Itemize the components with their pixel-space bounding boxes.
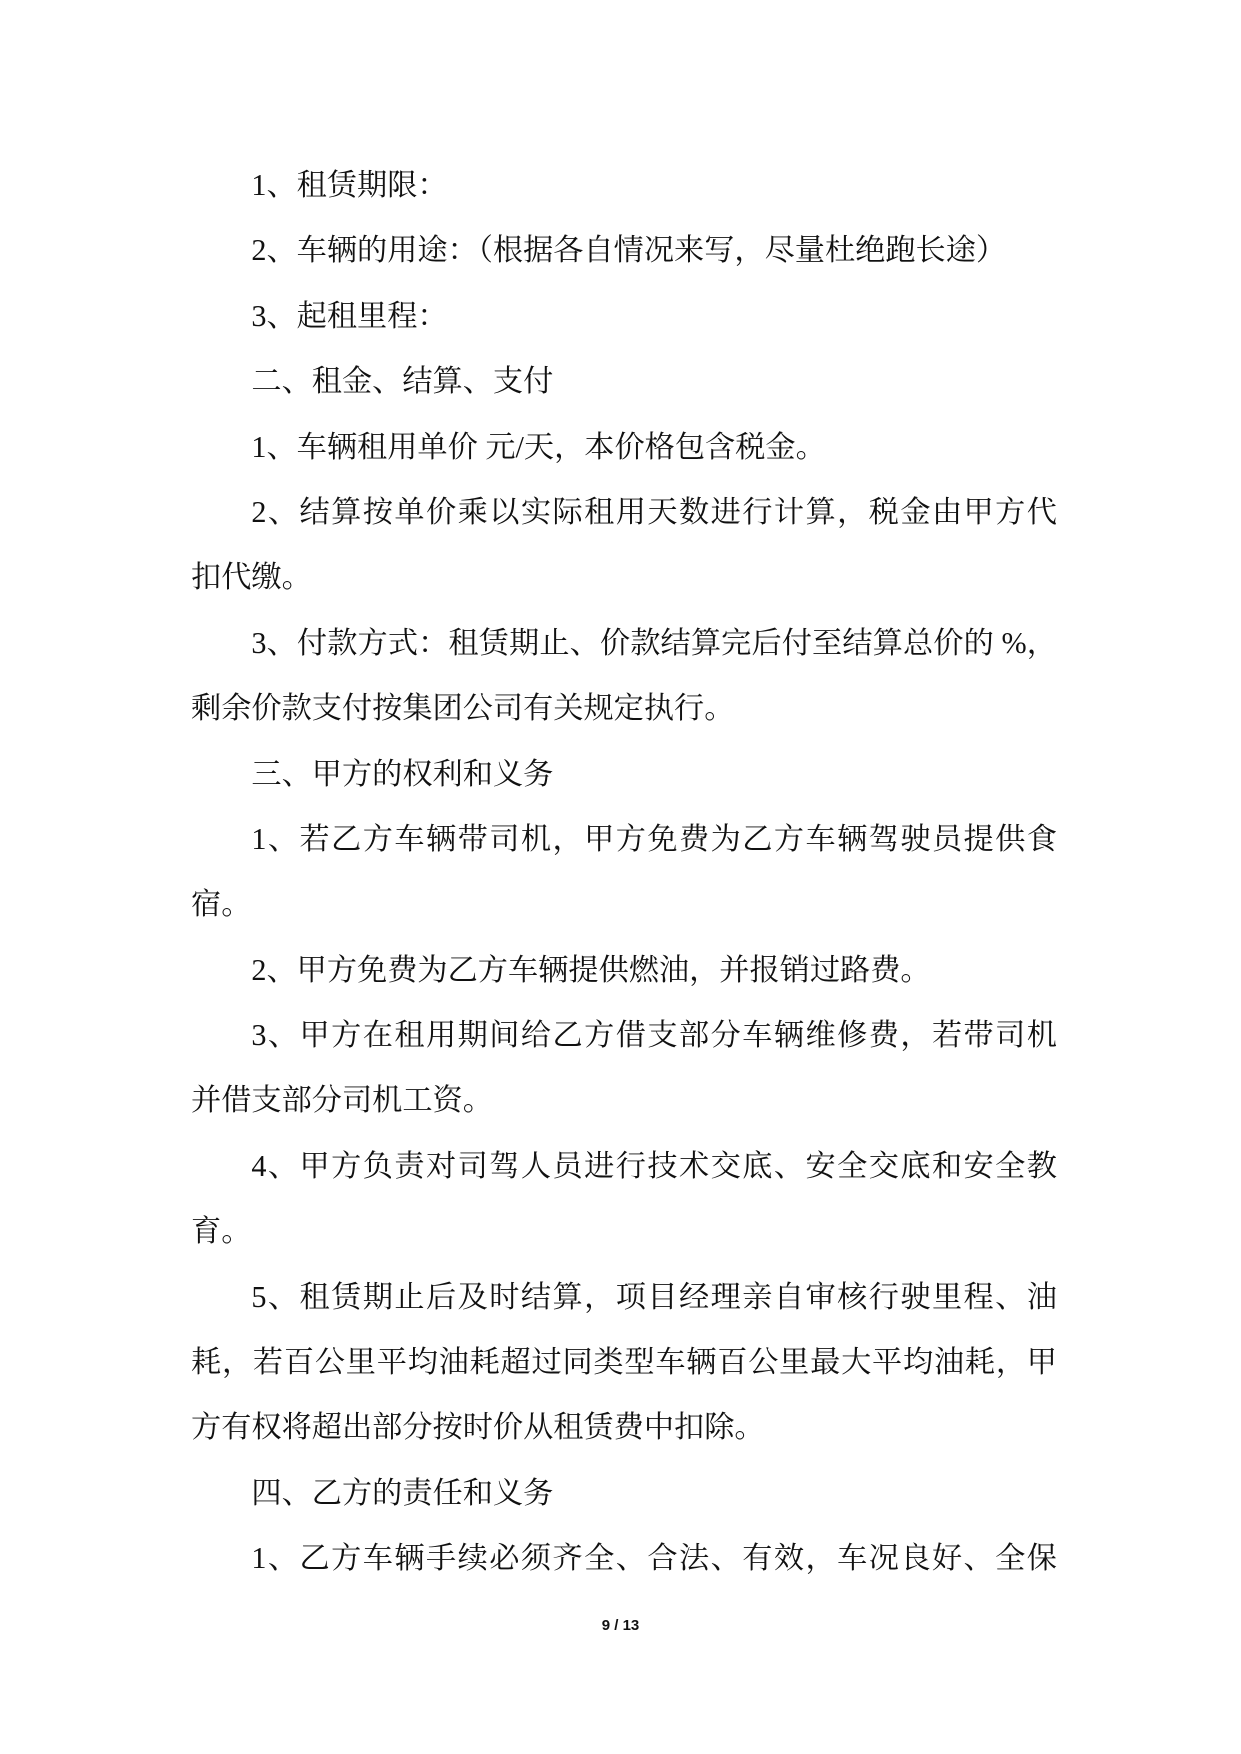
paragraph-line: 方有权将超出部分按时价从租赁费中扣除。 bbox=[191, 1410, 765, 1445]
clause-paragraph bbox=[191, 153, 1057, 218]
paragraph-line: 2、车辆的用途：（根据各自情况来写，尽量杜绝跑长途） bbox=[251, 233, 1007, 268]
paragraph-line: 3、起租里程： bbox=[251, 298, 448, 333]
section-heading-text: 三、甲方的权利和义务 bbox=[251, 756, 554, 791]
paragraph-line: 育。 bbox=[191, 1214, 252, 1249]
clause-paragraph bbox=[191, 480, 1057, 611]
clause-paragraph bbox=[191, 1265, 1057, 1461]
page-number: 9 / 13 bbox=[601, 1617, 640, 1634]
section-heading-text: 二、租金、结算、支付 bbox=[251, 364, 554, 399]
clause-paragraph bbox=[191, 415, 1057, 480]
paragraph-line: 并借支部分司机工资。 bbox=[191, 1083, 493, 1118]
paragraph-line: 5、租赁期止后及时结算，项目经理亲自审核行驶里程、油 bbox=[251, 1279, 1057, 1314]
clause-paragraph bbox=[191, 218, 1057, 283]
clause-paragraph bbox=[191, 611, 1057, 742]
clause-paragraph bbox=[191, 1134, 1057, 1265]
section-heading bbox=[191, 742, 1057, 807]
paragraph-line: 3、付款方式：租赁期止、价款结算完后付至结算总价的 %， bbox=[251, 625, 1057, 660]
paragraph-line: 4、甲方负责对司驾人员进行技术交底、安全交底和安全教 bbox=[251, 1148, 1057, 1183]
paragraph-line: 3、甲方在租用期间给乙方借支部分车辆维修费，若带司机 bbox=[251, 1018, 1057, 1053]
paragraph-line: 宿。 bbox=[191, 887, 252, 922]
clause-paragraph bbox=[191, 938, 1057, 1003]
paragraph-line: 1、车辆租用单价 元/天，本价格包含税金。 bbox=[251, 429, 826, 464]
section-heading bbox=[191, 1461, 1057, 1526]
paragraph-line: 1、乙方车辆手续必须齐全、合法、有效，车况良好、全保 bbox=[251, 1541, 1057, 1576]
section-heading-text: 四、乙方的责任和义务 bbox=[251, 1475, 554, 1510]
clause-paragraph bbox=[191, 284, 1057, 349]
paragraph-line: 耗，若百公里平均油耗超过同类型车辆百公里最大平均油耗，甲 bbox=[191, 1345, 1057, 1380]
paragraph-line: 1、租赁期限： bbox=[251, 168, 448, 202]
paragraph-line: 2、甲方免费为乙方车辆提供燃油，并报销过路费。 bbox=[251, 952, 931, 987]
paragraph-line: 2、结算按单价乘以实际租用天数进行计算，税金由甲方代 bbox=[251, 494, 1057, 529]
document-body bbox=[191, 153, 1057, 1592]
section-heading bbox=[191, 349, 1057, 414]
paragraph-line: 剩余价款支付按集团公司有关规定执行。 bbox=[191, 691, 735, 726]
clause-paragraph bbox=[191, 807, 1057, 938]
paragraph-line: 扣代缴。 bbox=[191, 560, 312, 595]
clause-paragraph bbox=[191, 1003, 1057, 1134]
paragraph-line: 1、若乙方车辆带司机，甲方免费为乙方车辆驾驶员提供食 bbox=[251, 821, 1057, 856]
clause-paragraph bbox=[191, 1526, 1057, 1591]
